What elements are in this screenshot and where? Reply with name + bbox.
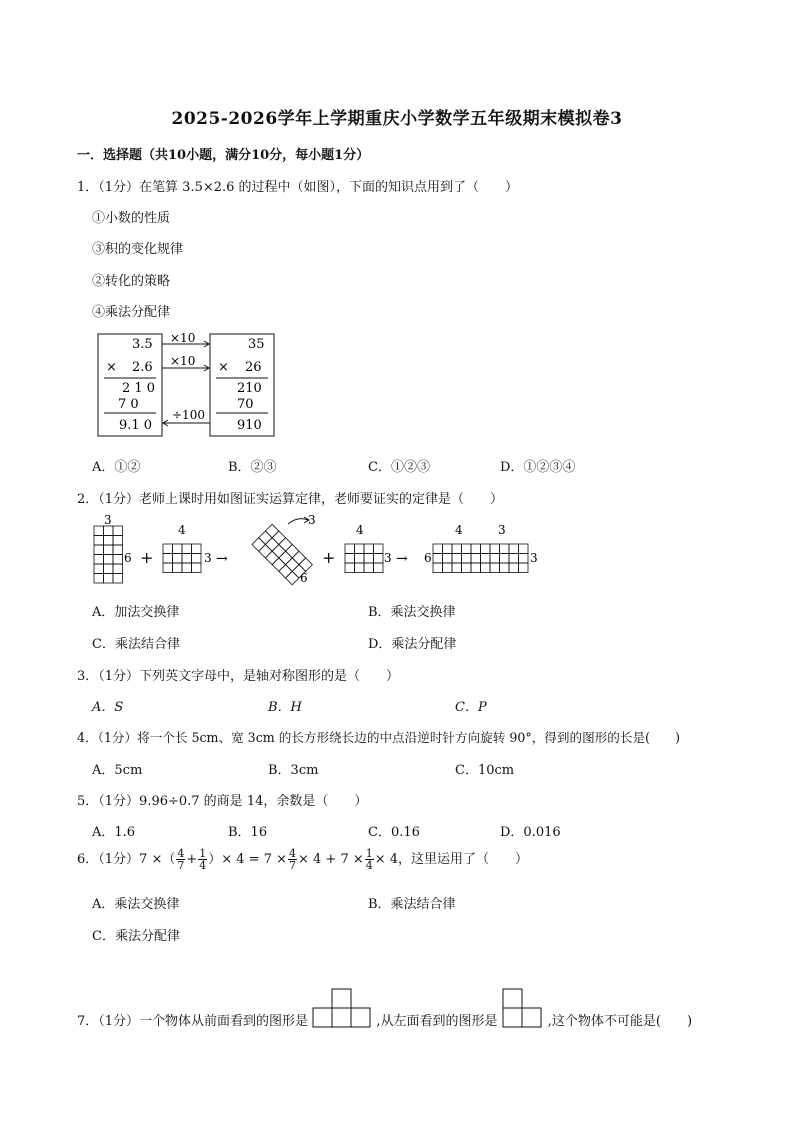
grid-cell bbox=[471, 554, 481, 564]
grid-cell bbox=[433, 554, 443, 564]
grid-cell bbox=[490, 563, 500, 573]
grid-a-side-label: 6 bbox=[124, 551, 132, 565]
grid-cell bbox=[104, 564, 114, 574]
grid-cell bbox=[113, 555, 123, 565]
grid-cell bbox=[374, 554, 384, 564]
q6-mid-1: ）× 4 = 7 × bbox=[208, 852, 287, 867]
grid-cell bbox=[163, 554, 173, 564]
right-partial-1: 210 bbox=[237, 381, 262, 396]
left-multiplier: 2.6 bbox=[132, 360, 153, 375]
plus-sign-2: + bbox=[322, 548, 336, 567]
grid-e-left-label: 6 bbox=[424, 551, 432, 565]
grid-cell bbox=[509, 544, 519, 554]
grid-cell bbox=[265, 524, 278, 537]
grid-cell bbox=[113, 545, 123, 555]
grid-cell bbox=[113, 564, 123, 574]
grid-cell bbox=[252, 538, 265, 551]
page-title: 2025-2026学年上学期重庆小学数学五年级期末模拟卷3 bbox=[171, 109, 623, 129]
grid-4-by-3-a bbox=[163, 544, 201, 573]
grid-cell bbox=[94, 536, 104, 546]
grid-cell bbox=[279, 565, 292, 578]
question-2-stem: 2．（1分）老师上课时用如图证实运算定律，老师要证实的定律是（ ） bbox=[77, 492, 504, 507]
grid-cell bbox=[265, 538, 278, 551]
q6-option-b[interactable]: B．乘法结合律 bbox=[368, 897, 456, 912]
grid-cell bbox=[519, 544, 529, 554]
front-view-square-3 bbox=[351, 1008, 370, 1027]
grid-cell bbox=[481, 544, 491, 554]
grid-cell bbox=[500, 544, 510, 554]
left-product: 9.1 0 bbox=[119, 418, 153, 433]
q2-option-b[interactable]: B．乘法交换律 bbox=[368, 605, 456, 620]
question-4-stem: 4．（1分）将一个长 5cm、宽 3cm 的长方形绕长边的中点沿逆时针方向旋转 90°，得到的图形的长是( ) bbox=[77, 730, 681, 745]
grid-cell bbox=[364, 544, 374, 554]
grid-cell bbox=[94, 574, 104, 584]
grid-cell bbox=[462, 544, 472, 554]
grid-cell bbox=[286, 544, 299, 557]
grid-cell bbox=[292, 551, 305, 564]
grid-cell bbox=[259, 544, 272, 557]
arrow-3-label: ÷100 bbox=[172, 408, 205, 422]
grid-cell bbox=[481, 563, 491, 573]
q7-text-3: ,这个物体不可能是( ) bbox=[547, 1014, 693, 1029]
arrow-2: → bbox=[396, 551, 408, 567]
grid-e-side-label: 3 bbox=[530, 551, 538, 565]
rotation-arrow bbox=[288, 519, 308, 524]
grid-d-top-label: 4 bbox=[356, 523, 364, 537]
front-view-top-square bbox=[332, 989, 351, 1008]
q4-option-a[interactable]: A．5cm bbox=[92, 763, 143, 778]
grid-cell bbox=[182, 544, 192, 554]
grid-cell bbox=[500, 563, 510, 573]
q1-statement-2: ②转化的策略 bbox=[92, 274, 171, 289]
q6-option-c[interactable]: C．乘法分配律 bbox=[92, 929, 180, 944]
grid-cell bbox=[286, 571, 299, 584]
q1-option-c[interactable]: C．①②③ bbox=[368, 460, 430, 475]
grid-b-top-label: 4 bbox=[178, 523, 186, 537]
q6-fraction-1: $\frac{4}{7}$ bbox=[177, 847, 185, 872]
grid-cell bbox=[433, 563, 443, 573]
right-product: 910 bbox=[237, 418, 262, 433]
right-times-sign: × bbox=[218, 360, 229, 375]
section-heading: 一．选择题（共10小题，满分10分，每小题1分） bbox=[77, 148, 370, 163]
grid-cell bbox=[299, 558, 312, 571]
q3-option-b[interactable]: B．H bbox=[268, 700, 302, 715]
q3-option-c[interactable]: C．P bbox=[455, 700, 487, 715]
grid-cell bbox=[490, 554, 500, 564]
grid-cell bbox=[355, 554, 365, 564]
left-view-square-2 bbox=[522, 1008, 541, 1027]
grid-cell bbox=[113, 526, 123, 536]
q3-option-a[interactable]: A．S bbox=[92, 700, 124, 715]
grid-cell bbox=[94, 526, 104, 536]
grid-cell bbox=[104, 526, 114, 536]
grid-c-side-label: 6 bbox=[300, 571, 308, 585]
q6-option-a[interactable]: A．乘法交换律 bbox=[92, 897, 180, 912]
q7-text-2: ,从左面看到的图形是 bbox=[376, 1014, 498, 1029]
grid-cell bbox=[113, 574, 123, 584]
q6-fraction-3: $\frac{4}{7}$ bbox=[289, 847, 296, 872]
grid-d-side-label: 3 bbox=[384, 551, 392, 565]
grid-cell bbox=[471, 563, 481, 573]
left-partial-2: 7 0 bbox=[118, 397, 139, 412]
grid-cell bbox=[182, 563, 192, 573]
q1-statement-3: ③积的变化规律 bbox=[92, 242, 184, 257]
plus-sign-1: + bbox=[140, 548, 154, 567]
grid-cell bbox=[272, 558, 285, 571]
grid-cell bbox=[192, 554, 202, 564]
front-view-square-1 bbox=[313, 1008, 332, 1027]
grid-cell bbox=[192, 563, 202, 573]
q1-statement-4: ④乘法分配律 bbox=[92, 305, 171, 320]
question-3-stem: 3．（1分）下列英文字母中，是轴对称图形的是（ ） bbox=[77, 669, 400, 684]
grid-cell bbox=[279, 551, 292, 564]
grid-cell bbox=[481, 554, 491, 564]
grid-cell bbox=[259, 531, 272, 544]
left-partial-1: 2 1 0 bbox=[122, 381, 156, 396]
grid-cell bbox=[163, 544, 173, 554]
question-7-stem bbox=[77, 987, 692, 1029]
grid-cell bbox=[104, 545, 114, 555]
grid-cell bbox=[443, 563, 453, 573]
q2-option-c[interactable]: C．乘法结合律 bbox=[92, 637, 180, 652]
question-5-stem: 5．（1分）9.96÷0.7 的商是 14，余数是（ ） bbox=[77, 794, 368, 809]
grid-10-by-3 bbox=[433, 544, 528, 573]
q1-option-a[interactable]: A．①② bbox=[92, 460, 141, 475]
grid-cell bbox=[192, 544, 202, 554]
grid-cell bbox=[509, 563, 519, 573]
grid-cell bbox=[452, 563, 462, 573]
q6-fraction-4: $\frac{1}{4}$ bbox=[365, 847, 373, 872]
left-view-figure bbox=[502, 987, 544, 1029]
grid-cell bbox=[265, 551, 278, 564]
grid-cell bbox=[471, 544, 481, 554]
grid-cell bbox=[443, 554, 453, 564]
question-1-stem: 1．（1分）在笔算 3.5×2.6 的过程中（如图），下面的知识点用到了（ ） bbox=[77, 180, 519, 195]
arrow-1: → bbox=[216, 551, 228, 567]
grid-cell bbox=[462, 563, 472, 573]
grid-cell bbox=[345, 544, 355, 554]
grid-cell bbox=[173, 544, 183, 554]
grid-cell bbox=[173, 554, 183, 564]
grid-cell bbox=[94, 555, 104, 565]
q2-option-d[interactable]: D．乘法分配律 bbox=[368, 637, 457, 652]
q5-option-a[interactable]: A．1.6 bbox=[92, 825, 136, 840]
q5-option-b[interactable]: B．16 bbox=[228, 825, 268, 840]
q1-option-d[interactable]: D．①②③④ bbox=[500, 460, 576, 475]
q6-fraction-2: $\frac{1}{4}$ bbox=[199, 847, 207, 872]
grid-cell bbox=[286, 558, 299, 571]
grid-cell bbox=[490, 544, 500, 554]
front-view-square-2 bbox=[332, 1008, 351, 1027]
q6-prefix: 6．（1分）7 ×（ bbox=[77, 852, 176, 867]
grid-cell bbox=[519, 554, 529, 564]
grid-cell bbox=[163, 563, 173, 573]
q5-option-c[interactable]: C．0.16 bbox=[368, 825, 420, 840]
q6-mid-2: × 4 + 7 × bbox=[298, 852, 364, 867]
grid-cell bbox=[104, 555, 114, 565]
front-view-figure bbox=[312, 987, 372, 1029]
right-partial-2: 70 bbox=[237, 397, 254, 412]
grid-cell bbox=[279, 538, 292, 551]
q1-multiplication-figure bbox=[92, 330, 282, 442]
q4-option-b[interactable]: B．3cm bbox=[268, 763, 319, 778]
q5-option-d[interactable]: D．0.016 bbox=[500, 825, 561, 840]
left-view-top-square bbox=[503, 989, 522, 1008]
grid-cell bbox=[509, 554, 519, 564]
grid-3-by-6 bbox=[94, 526, 123, 583]
grid-4-by-3-b bbox=[345, 544, 383, 573]
grid-cell bbox=[374, 563, 384, 573]
grid-cell bbox=[500, 554, 510, 564]
grid-cell bbox=[104, 536, 114, 546]
grid-cell bbox=[272, 544, 285, 557]
right-multiplier: 26 bbox=[245, 360, 262, 375]
grid-e-top-label-2: 3 bbox=[498, 523, 506, 537]
grid-cell bbox=[443, 544, 453, 554]
grid-b-side-label: 3 bbox=[204, 551, 212, 565]
grid-cell bbox=[113, 536, 123, 546]
q7-text-1: 7．（1分）一个物体从前面看到的图形是 bbox=[77, 1014, 309, 1029]
left-times-sign: × bbox=[106, 360, 117, 375]
q1-statement-1: ①小数的性质 bbox=[92, 211, 171, 226]
grid-cell bbox=[519, 563, 529, 573]
grid-cell bbox=[462, 554, 472, 564]
grid-a-top-label: 3 bbox=[104, 513, 112, 527]
q6-plus: + bbox=[186, 852, 198, 867]
q6-suffix: × 4，这里运用了（ ） bbox=[374, 852, 529, 867]
grid-cell bbox=[364, 563, 374, 573]
grid-cell bbox=[182, 554, 192, 564]
question-6-stem bbox=[77, 848, 528, 871]
grid-cell bbox=[173, 563, 183, 573]
grid-cell bbox=[94, 564, 104, 574]
grid-cell bbox=[272, 531, 285, 544]
grid-cell bbox=[364, 554, 374, 564]
grid-cell bbox=[452, 554, 462, 564]
right-multiplicand: 35 bbox=[248, 337, 265, 352]
grid-cell bbox=[94, 545, 104, 555]
q2-option-a[interactable]: A．加法交换律 bbox=[92, 605, 180, 620]
grid-cell bbox=[433, 544, 443, 554]
grid-cell bbox=[104, 574, 114, 584]
grid-cell bbox=[345, 563, 355, 573]
grid-cell bbox=[345, 554, 355, 564]
left-view-square-1 bbox=[503, 1008, 522, 1027]
grid-cell bbox=[452, 544, 462, 554]
grid-c-top-label: 3 bbox=[308, 513, 316, 527]
arrow-2-label: ×10 bbox=[170, 354, 196, 368]
grid-e-top-label-1: 4 bbox=[455, 523, 463, 537]
grid-cell bbox=[355, 563, 365, 573]
grid-cell bbox=[355, 544, 365, 554]
q4-option-c[interactable]: C．10cm bbox=[455, 763, 515, 778]
left-multiplicand: 3.5 bbox=[132, 337, 153, 352]
q2-grid-figure bbox=[86, 512, 546, 592]
arrow-1-label: ×10 bbox=[170, 331, 196, 345]
q1-option-b[interactable]: B．②③ bbox=[228, 460, 277, 475]
grid-cell bbox=[374, 544, 384, 554]
